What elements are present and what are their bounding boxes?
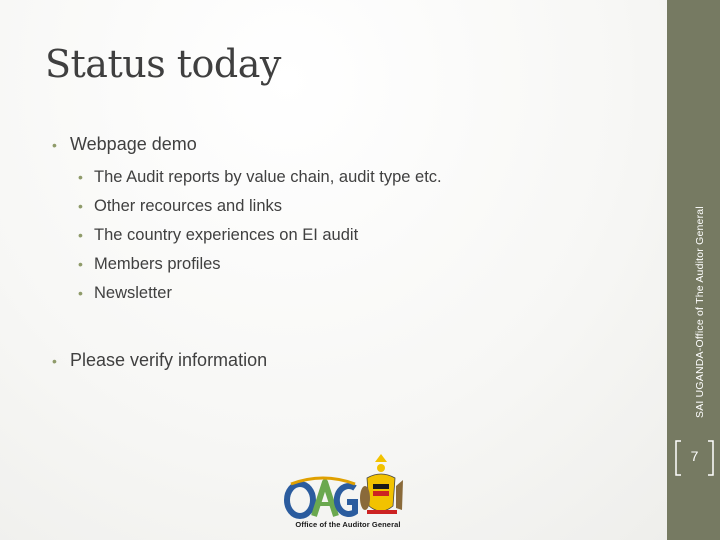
sub-bullet-text: The Audit reports by value chain, audit type etc.: [94, 168, 442, 186]
bullet-text: Please verify information: [70, 350, 268, 370]
slide-title: Status today: [45, 42, 281, 86]
logo-caption: Office of the Auditor General: [295, 520, 401, 529]
oag-logo: [283, 450, 413, 532]
bullet-webpage-demo: [52, 130, 652, 159]
bullet-dot: •: [78, 227, 83, 243]
sub-bullet-text: Newsletter: [94, 284, 172, 302]
page-number-box: [672, 440, 717, 476]
sub-bullet: [78, 163, 652, 192]
bullet-dot: •: [78, 256, 83, 272]
bullet-text: Webpage demo: [70, 134, 197, 154]
sub-bullet: [78, 279, 652, 308]
sidebar-footer-text: SAI UGANDA-Office of The Auditor General: [694, 206, 706, 418]
page-number: 7: [690, 448, 699, 464]
sub-bullet-text: The country experiences on EI audit: [94, 226, 359, 244]
oag-logo-icon: [283, 450, 413, 520]
sub-bullet: [78, 192, 652, 221]
bullet-dot: •: [78, 169, 83, 185]
sub-bullet-text: Members profiles: [94, 255, 221, 273]
bullet-verify-information: [52, 346, 652, 375]
sub-bullet: [78, 250, 652, 279]
bullet-dot: •: [78, 285, 83, 301]
content-area: [52, 130, 652, 375]
bullet-dot: •: [78, 198, 83, 214]
sub-bullet: [78, 221, 652, 250]
sub-bullet-text: Other recources and links: [94, 197, 283, 215]
bullet-dot: •: [52, 137, 57, 153]
bullet-dot: •: [52, 353, 57, 369]
sub-bullet-list: [78, 163, 652, 308]
